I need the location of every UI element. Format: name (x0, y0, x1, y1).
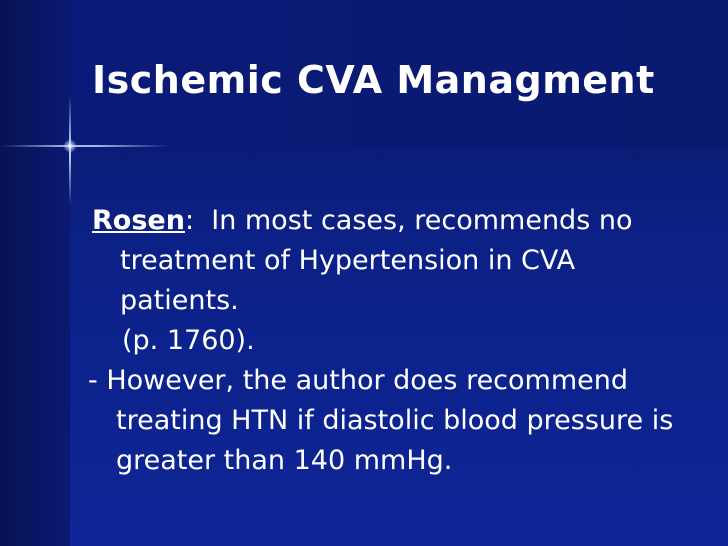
slide-body (88, 201, 692, 481)
sparkle-horizontal-line (0, 145, 170, 147)
body-line-1: In most cases, recommends no treatment of Hypertension in CVA patients. (120, 205, 642, 316)
slide-title: Ischemic CVA Managment (92, 58, 655, 102)
left-accent-band (0, 0, 70, 546)
source-name: Rosen (92, 205, 185, 236)
body-paragraph-1 (92, 201, 692, 321)
citation: (p. 1760). (122, 325, 255, 356)
sparkle-icon (64, 140, 76, 152)
body-paragraph-2: - However, the author does recommend treating HTN if diastolic blood pressure is greater than 140 mmHg. (88, 365, 674, 476)
source-separator: : (184, 205, 195, 236)
